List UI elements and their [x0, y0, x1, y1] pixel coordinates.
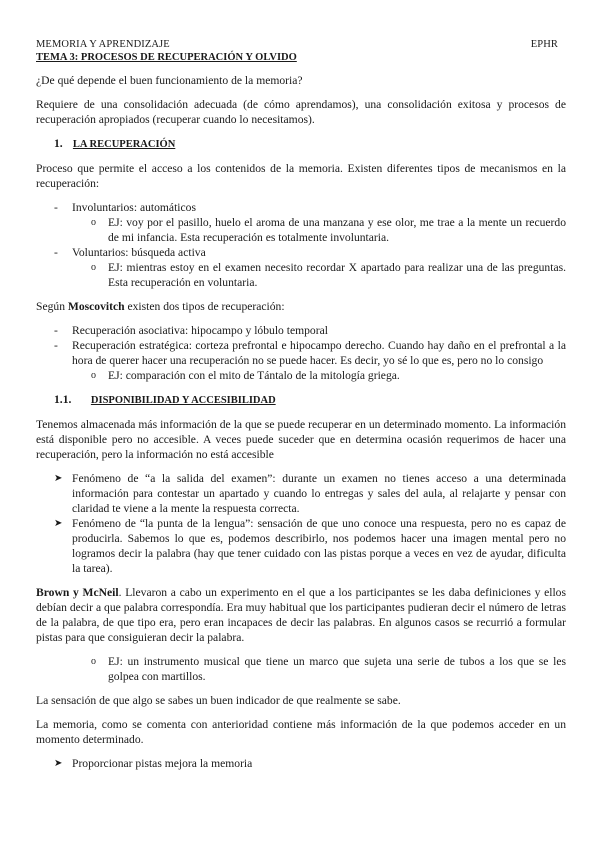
topic-title: TEMA 3: PROCESOS DE RECUPERACIÓN Y OLVIDO [36, 52, 297, 63]
arrow-bullet-icon: ➤ [54, 473, 63, 484]
recuperacion-definition: Proceso que permite el acceso a los contenidos de la memoria. Existen diferentes tipos de mecanismos en la recuperación: [36, 162, 566, 190]
list-item: o EJ: comparación con el mito de Tántalo de la mitología griega. [36, 368, 566, 383]
list-item: - Voluntarios: búsqueda activa [36, 245, 566, 260]
list-item: ➤ Proporcionar pistas mejora la memoria [54, 757, 253, 770]
section-heading-1: 1. LA RECUPERACIÓN [54, 137, 176, 150]
author-name: Moscovitch [67, 300, 125, 313]
section-title-disponibilidad: DISPONIBILIDAD Y ACCESIBILIDAD [90, 395, 276, 406]
list-item: o EJ: un instrumento musical que tiene un marco que sujeta una serie de tubos a los que se les golpea con martillos. [36, 654, 566, 684]
list-item: o EJ: voy por el pasillo, huelo el aroma de una manzana y ese olor, me trae a la mente un recuerdo de mi infancia. Esta recuperación es totalmente involuntaria. [36, 215, 566, 245]
intro-answer: Requiere de una consolidación adecuada (de cómo aprendamos), una consolidación exitosa y procesos de recuperación apropiados (recuperar cuando lo necesitamos). [36, 98, 566, 126]
moscovitch-intro: Según Moscovitch existen dos tipos de recuperación: [36, 300, 285, 313]
section-title-recuperacion: LA RECUPERACIÓN [72, 139, 176, 150]
list-item: ➤ Fenómeno de “la punta de la lengua”: sensación de que uno conoce una respuesta, pero no es capaz de producirla. Sabemos lo que es, podemos describirlo, nos podemos hacer una imagen mental pero no logramos decir la palabra (hay que tener cuidado con las pistas porque a veces en vez de ayudar, dificulta la tarea). [54, 517, 566, 575]
moscovitch-list [36, 323, 566, 383]
arrow-bullet-icon: ➤ [54, 518, 63, 529]
memory-note-paragraph: La memoria, como se comenta con anterioridad contiene más información de la que podemos acceder en un momento determinado. [36, 718, 566, 746]
clues-list [36, 756, 566, 771]
brown-example-list [36, 654, 566, 684]
document-page [36, 38, 566, 771]
page-header [36, 38, 566, 51]
disponibilidad-paragraph: Tenemos almacenada más información de la que se puede recuperar en un determinado momento. La información está disponible pero no accesible. A veces puede suceder que en determina ocasión requerimos de hacer una recuperación, pero la información no está accesible [36, 418, 566, 461]
arrow-bullet-icon: ➤ [54, 758, 63, 769]
recall-types-list [36, 200, 566, 290]
author-initials: EPHR [530, 39, 558, 50]
intro-question: ¿De qué depende el buen funcionamiento de la memoria? [36, 74, 303, 87]
course-title: MEMORIA Y APRENDIZAJE [36, 39, 170, 50]
list-item: - Involuntarios: automáticos [36, 200, 566, 215]
brown-mcneil-paragraph: Brown y McNeil. Llevaron a cabo un experimento en el que a los participantes se les daba definiciones y ellos debían decir a que palabra correspondía. Era muy habitual que los participantes pudieran decir el número de letras de la palabra, de que tipo era, pero eran incapaces de decir las palabras. En algunos casos se recurrió a formular pistas para que consiguieran decir la palabra. [36, 586, 566, 644]
list-item: - Recuperación asociativa: hipocampo y lóbulo temporal [36, 323, 566, 338]
sensation-paragraph: La sensación de que algo se sabes un buen indicador de que realmente se sabe. [36, 694, 401, 707]
author-name: Brown y McNeil [36, 586, 119, 599]
section-heading-1-1: 1.1. DISPONIBILIDAD Y ACCESIBILIDAD [54, 393, 276, 406]
list-item: - Recuperación estratégica: corteza prefrontal e hipocampo derecho. Cuando hay daño en el prefrontal a la hora de querer hacer una recuperación no se puede hacer. Es decir, yo sé lo que es, pero no lo consigo [36, 338, 566, 368]
phenomena-list [36, 471, 566, 576]
list-item: o EJ: mientras estoy en el examen necesito recordar X apartado para realizar una de las preguntas. Esta recuperación en voluntaria. [36, 260, 566, 290]
list-item: ➤ Fenómeno de “a la salida del examen”: durante un examen no tienes acceso a una determinada información para contestar un apartado y cuando lo entregas y sales del aula, al relajarte y pensar con claridad te viene a la mente la respuesta correcta. [54, 472, 566, 515]
